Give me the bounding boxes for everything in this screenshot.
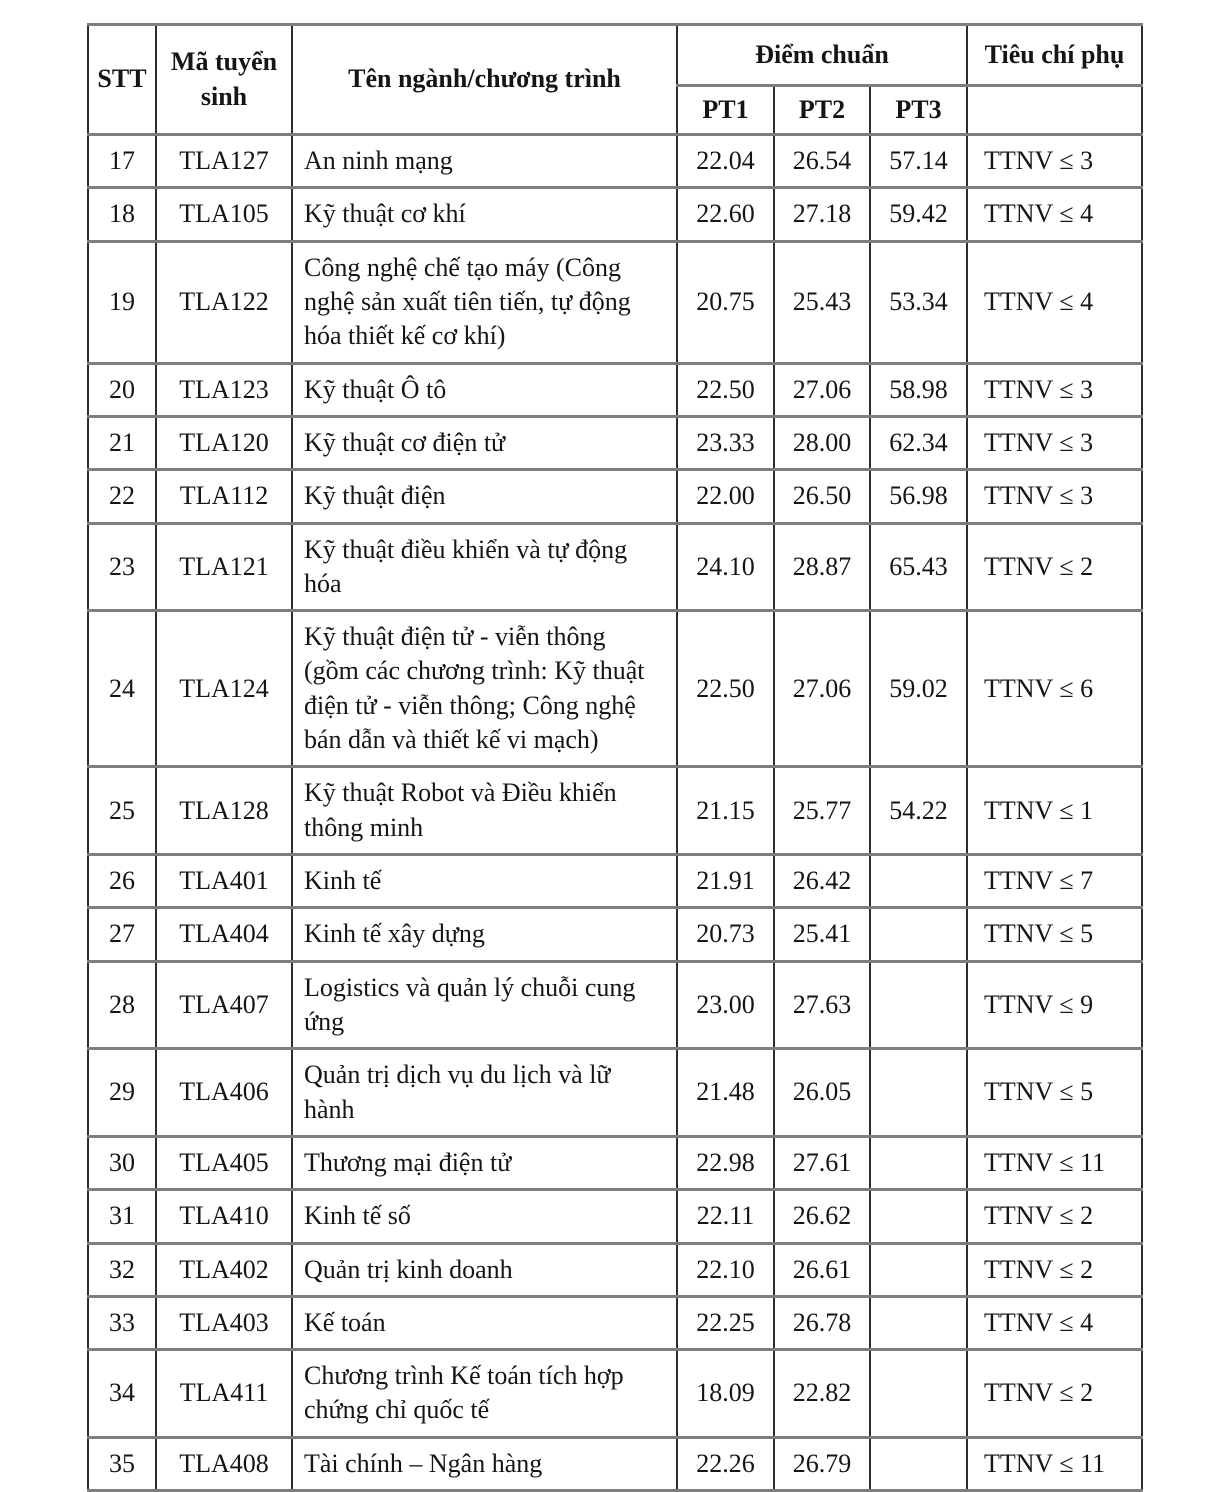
- col-header-stt: STT: [88, 25, 156, 135]
- cell-code: TLA402: [156, 1243, 292, 1296]
- cell-pt1: 21.48: [677, 1049, 774, 1137]
- cell-criteria: TTNV ≤ 4: [967, 188, 1142, 241]
- cell-criteria: TTNV ≤ 2: [967, 1243, 1142, 1296]
- cell-pt1: 22.60: [677, 188, 774, 241]
- cell-name: Thương mại điện tử: [292, 1136, 677, 1189]
- cell-stt: 22: [88, 470, 156, 523]
- table-row: [88, 611, 1142, 767]
- table-row: [88, 908, 1142, 961]
- table-row: [88, 363, 1142, 416]
- cell-code: TLA405: [156, 1136, 292, 1189]
- cell-criteria: TTNV ≤ 9: [967, 961, 1142, 1049]
- table-row: [88, 470, 1142, 523]
- cell-stt: 33: [88, 1296, 156, 1349]
- table-row: [88, 135, 1142, 188]
- table-row: [88, 416, 1142, 469]
- cell-pt2: 25.41: [774, 908, 870, 961]
- cell-stt: 23: [88, 523, 156, 611]
- cell-code: TLA406: [156, 1049, 292, 1137]
- col-header-pt1: PT1: [677, 86, 774, 135]
- cell-pt3: [870, 1437, 967, 1490]
- cell-stt: 30: [88, 1136, 156, 1189]
- table-row: [88, 767, 1142, 855]
- col-header-diem-chuan: Điểm chuẩn: [677, 25, 967, 86]
- cell-pt3: 57.14: [870, 135, 967, 188]
- cell-pt3: [870, 1296, 967, 1349]
- cell-stt: 19: [88, 241, 156, 363]
- cell-pt1: 21.91: [677, 855, 774, 908]
- cell-code: TLA122: [156, 241, 292, 363]
- table-row: [88, 1350, 1142, 1438]
- cell-criteria: TTNV ≤ 2: [967, 1350, 1142, 1438]
- cell-criteria: TTNV ≤ 3: [967, 416, 1142, 469]
- cell-criteria: TTNV ≤ 4: [967, 241, 1142, 363]
- cell-stt: 21: [88, 416, 156, 469]
- cell-name: An ninh mạng: [292, 135, 677, 188]
- cell-code: TLA408: [156, 1437, 292, 1490]
- cell-pt1: 22.50: [677, 611, 774, 767]
- col-header-ma-tuyen-sinh: Mã tuyển sinh: [156, 25, 292, 135]
- cell-name: Kỹ thuật Robot và Điều khiển thông minh: [292, 767, 677, 855]
- table-row: [88, 1190, 1142, 1243]
- cell-name: Kỹ thuật điện: [292, 470, 677, 523]
- table-row: [88, 523, 1142, 611]
- cell-pt1: 22.50: [677, 363, 774, 416]
- cell-name: Kinh tế xây dựng: [292, 908, 677, 961]
- cell-pt2: 27.61: [774, 1136, 870, 1189]
- cell-criteria: TTNV ≤ 3: [967, 135, 1142, 188]
- cell-name: Quản trị dịch vụ du lịch và lữ hành: [292, 1049, 677, 1137]
- cell-pt3: [870, 855, 967, 908]
- table-row: [88, 1437, 1142, 1490]
- cell-pt1: 18.09: [677, 1350, 774, 1438]
- cell-code: TLA128: [156, 767, 292, 855]
- cell-pt3: [870, 908, 967, 961]
- cell-pt1: 20.73: [677, 908, 774, 961]
- cell-code: TLA410: [156, 1190, 292, 1243]
- cell-stt: 31: [88, 1190, 156, 1243]
- cell-pt1: 22.00: [677, 470, 774, 523]
- cell-pt3: 59.02: [870, 611, 967, 767]
- cell-pt3: 53.34: [870, 241, 967, 363]
- cell-stt: 35: [88, 1437, 156, 1490]
- cell-pt3: 59.42: [870, 188, 967, 241]
- cell-pt2: 22.82: [774, 1350, 870, 1438]
- col-header-tieu-chi-phu: Tiêu chí phụ: [967, 25, 1142, 86]
- cell-stt: 24: [88, 611, 156, 767]
- cell-name: Kỹ thuật điện tử - viễn thông (gồm các chương trình: Kỹ thuật điện tử - viễn thông; Công nghệ bán dẫn và thiết kế vi mạch): [292, 611, 677, 767]
- cell-name: Quản trị kinh doanh: [292, 1243, 677, 1296]
- cell-pt2: 27.06: [774, 611, 870, 767]
- cell-pt3: 54.22: [870, 767, 967, 855]
- cell-pt3: 65.43: [870, 523, 967, 611]
- cell-pt3: [870, 961, 967, 1049]
- cell-criteria: TTNV ≤ 11: [967, 1136, 1142, 1189]
- cell-pt3: [870, 1190, 967, 1243]
- cell-pt1: 22.25: [677, 1296, 774, 1349]
- cell-pt2: 26.50: [774, 470, 870, 523]
- cell-criteria: TTNV ≤ 2: [967, 1190, 1142, 1243]
- cell-stt: 32: [88, 1243, 156, 1296]
- cell-pt2: 26.79: [774, 1437, 870, 1490]
- cell-pt1: 22.10: [677, 1243, 774, 1296]
- cell-code: TLA411: [156, 1350, 292, 1438]
- cell-pt1: 22.11: [677, 1190, 774, 1243]
- cell-name: Tài chính – Ngân hàng: [292, 1437, 677, 1490]
- cell-pt1: 20.75: [677, 241, 774, 363]
- cell-stt: 34: [88, 1350, 156, 1438]
- cell-code: TLA401: [156, 855, 292, 908]
- cell-criteria: TTNV ≤ 3: [967, 470, 1142, 523]
- table-row: [88, 855, 1142, 908]
- cell-code: TLA124: [156, 611, 292, 767]
- cell-pt3: [870, 1350, 967, 1438]
- table-row: [88, 1296, 1142, 1349]
- cell-name: Công nghệ chế tạo máy (Công nghệ sản xuất tiên tiến, tự động hóa thiết kế cơ khí): [292, 241, 677, 363]
- cell-stt: 20: [88, 363, 156, 416]
- cell-pt1: 22.26: [677, 1437, 774, 1490]
- cell-criteria: TTNV ≤ 5: [967, 1049, 1142, 1137]
- cell-criteria: TTNV ≤ 7: [967, 855, 1142, 908]
- cell-pt1: 22.04: [677, 135, 774, 188]
- table-header: [88, 25, 1142, 135]
- col-header-tieu-chi-phu-empty: [967, 86, 1142, 135]
- cell-stt: 26: [88, 855, 156, 908]
- admission-scores-table: [87, 23, 1143, 1492]
- cell-name: Kỹ thuật cơ khí: [292, 188, 677, 241]
- cell-pt3: 56.98: [870, 470, 967, 523]
- cell-pt2: 28.87: [774, 523, 870, 611]
- cell-name: Logistics và quản lý chuỗi cung ứng: [292, 961, 677, 1049]
- cell-pt2: 26.62: [774, 1190, 870, 1243]
- cell-pt2: 26.05: [774, 1049, 870, 1137]
- cell-pt2: 26.78: [774, 1296, 870, 1349]
- table-row: [88, 1136, 1142, 1189]
- cell-name: Kinh tế số: [292, 1190, 677, 1243]
- cell-criteria: TTNV ≤ 3: [967, 363, 1142, 416]
- cell-criteria: TTNV ≤ 5: [967, 908, 1142, 961]
- cell-name: Chương trình Kế toán tích hợp chứng chỉ quốc tế: [292, 1350, 677, 1438]
- cell-name: Kỹ thuật Ô tô: [292, 363, 677, 416]
- cell-criteria: TTNV ≤ 11: [967, 1437, 1142, 1490]
- cell-stt: 28: [88, 961, 156, 1049]
- cell-pt2: 28.00: [774, 416, 870, 469]
- cell-pt1: 23.33: [677, 416, 774, 469]
- cell-code: TLA120: [156, 416, 292, 469]
- cell-code: TLA105: [156, 188, 292, 241]
- cell-pt2: 26.61: [774, 1243, 870, 1296]
- cell-code: TLA127: [156, 135, 292, 188]
- cell-pt3: 62.34: [870, 416, 967, 469]
- cell-pt2: 25.77: [774, 767, 870, 855]
- cell-criteria: TTNV ≤ 4: [967, 1296, 1142, 1349]
- cell-name: Kế toán: [292, 1296, 677, 1349]
- cell-code: TLA404: [156, 908, 292, 961]
- table-row: [88, 241, 1142, 363]
- cell-pt2: 26.54: [774, 135, 870, 188]
- col-header-pt3: PT3: [870, 86, 967, 135]
- cell-pt3: [870, 1136, 967, 1189]
- cell-criteria: TTNV ≤ 6: [967, 611, 1142, 767]
- cell-pt3: [870, 1243, 967, 1296]
- cell-name: Kỹ thuật điều khiển và tự động hóa: [292, 523, 677, 611]
- cell-stt: 25: [88, 767, 156, 855]
- table-row: [88, 188, 1142, 241]
- cell-pt1: 24.10: [677, 523, 774, 611]
- cell-stt: 27: [88, 908, 156, 961]
- cell-pt2: 27.06: [774, 363, 870, 416]
- col-header-ten-nganh: Tên ngành/chương trình: [292, 25, 677, 135]
- cell-pt1: 21.15: [677, 767, 774, 855]
- cell-stt: 18: [88, 188, 156, 241]
- table-row: [88, 1243, 1142, 1296]
- cell-code: TLA123: [156, 363, 292, 416]
- cell-pt2: 26.42: [774, 855, 870, 908]
- cell-pt2: 27.18: [774, 188, 870, 241]
- cell-code: TLA121: [156, 523, 292, 611]
- cell-name: Kinh tế: [292, 855, 677, 908]
- cell-pt2: 25.43: [774, 241, 870, 363]
- cell-code: TLA407: [156, 961, 292, 1049]
- table-body: [88, 135, 1142, 1491]
- cell-pt3: 58.98: [870, 363, 967, 416]
- cell-pt1: 22.98: [677, 1136, 774, 1189]
- col-header-pt2: PT2: [774, 86, 870, 135]
- cell-criteria: TTNV ≤ 2: [967, 523, 1142, 611]
- cell-pt1: 23.00: [677, 961, 774, 1049]
- cell-pt3: [870, 1049, 967, 1137]
- table-row: [88, 961, 1142, 1049]
- table-row: [88, 1049, 1142, 1137]
- cell-code: TLA112: [156, 470, 292, 523]
- cell-criteria: TTNV ≤ 1: [967, 767, 1142, 855]
- cell-code: TLA403: [156, 1296, 292, 1349]
- cell-name: Kỹ thuật cơ điện tử: [292, 416, 677, 469]
- cell-stt: 17: [88, 135, 156, 188]
- cell-pt2: 27.63: [774, 961, 870, 1049]
- cell-stt: 29: [88, 1049, 156, 1137]
